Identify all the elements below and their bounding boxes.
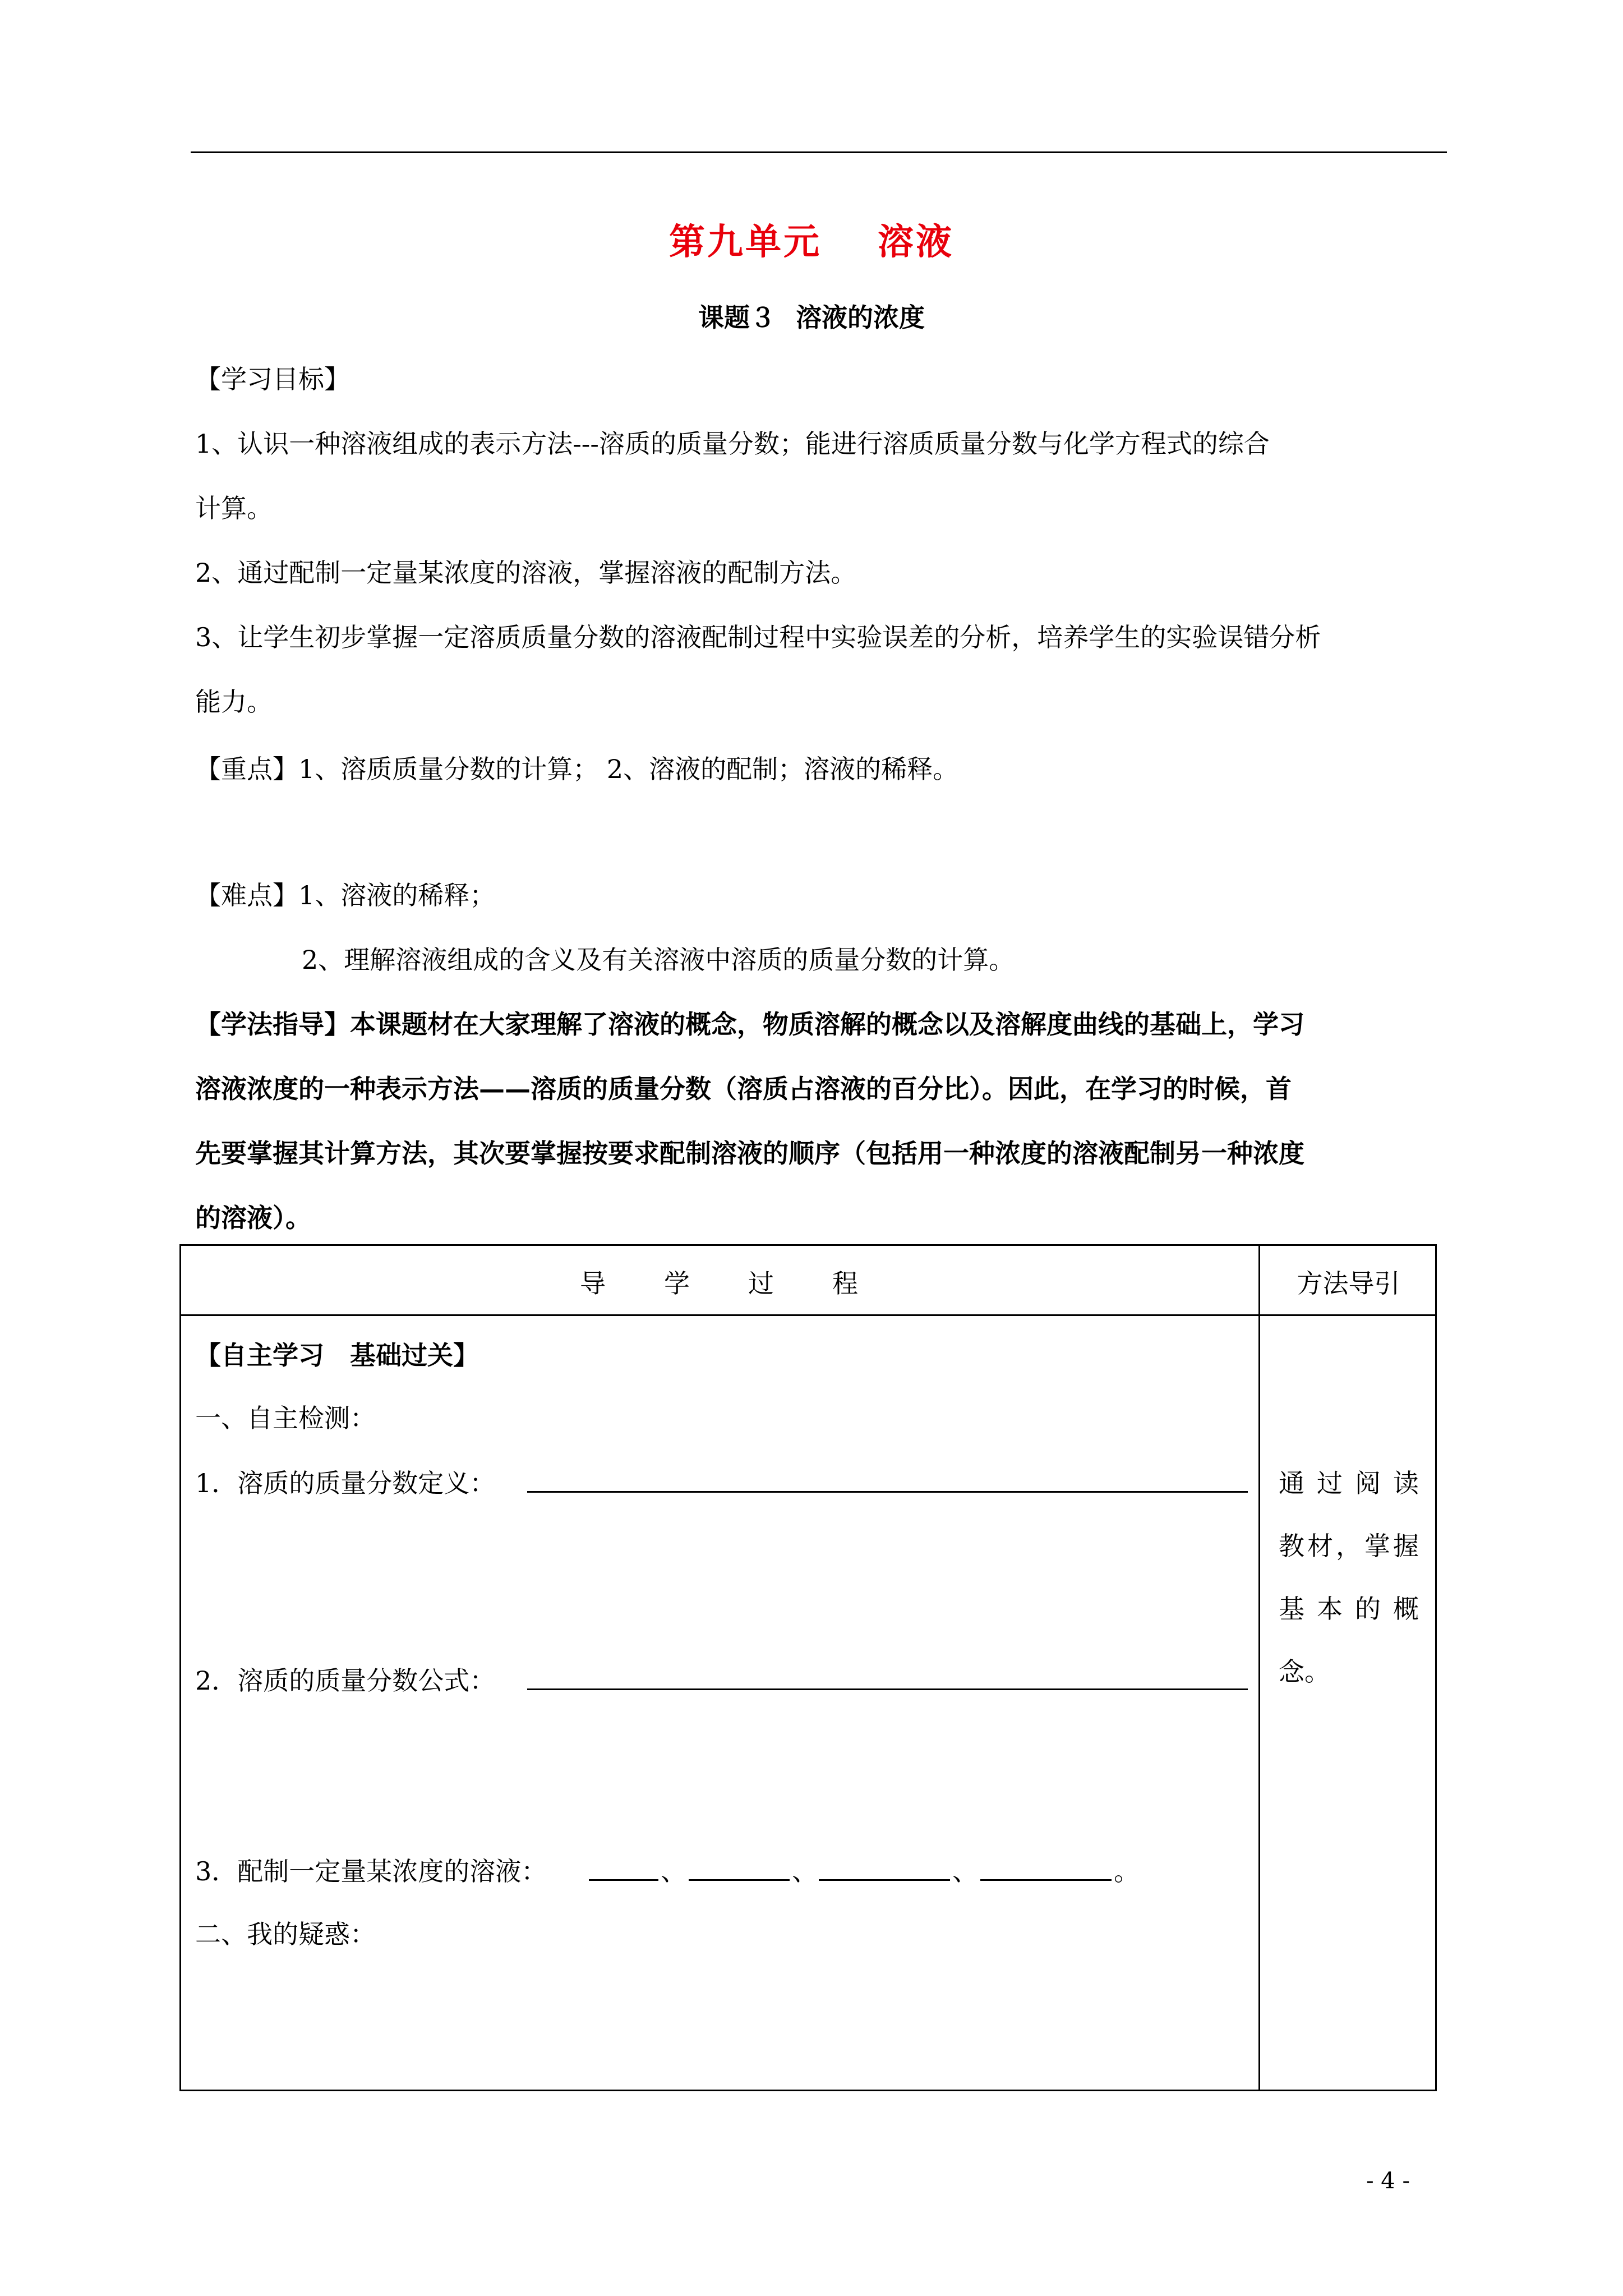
- side-note-line-1: 通 过 阅 读: [1279, 1468, 1419, 1498]
- table-column-divider: [1258, 1244, 1260, 2091]
- side-note-line-2: 教材，掌握: [1279, 1531, 1419, 1561]
- method-guide-line-4: 的溶液）。: [195, 1203, 311, 1233]
- question-3-blank-2[interactable]: [689, 1879, 790, 1881]
- question-3: 3．配制一定量某浓度的溶液：: [195, 1856, 547, 1887]
- key-points: 【重点】1、溶质质量分数的计算； 2、溶液的配制；溶液的稀释。: [195, 754, 959, 784]
- question-3-sep-3: 、: [952, 1856, 978, 1887]
- question-3-blank-1[interactable]: [589, 1879, 658, 1881]
- objective-3-line-1: 3、让学生初步掌握一定溶质质量分数的溶液配制过程中实验误差的分析，培养学生的实验误错分析: [195, 622, 1321, 652]
- question-3-blank-3[interactable]: [819, 1879, 950, 1881]
- difficulties-1: 【难点】1、溶液的稀释；: [195, 880, 496, 910]
- table-header-method: 方法导引: [1297, 1268, 1400, 1299]
- question-2: 2．溶质的质量分数公式：: [195, 1665, 496, 1696]
- page-number: - 4 -: [1366, 2168, 1410, 2194]
- objective-3-line-2: 能力。: [195, 687, 273, 717]
- question-3-sep-1: 、: [661, 1856, 686, 1887]
- method-guide-line-2: 溶液浓度的一种表示方法——溶质的质量分数（溶质占溶液的百分比）。因此，在学习的时候，首: [195, 1074, 1292, 1104]
- method-guide-line-1: 【学法指导】本课题材在大家理解了溶液的概念，物质溶解的概念以及溶解度曲线的基础上，学习: [195, 1009, 1304, 1039]
- side-note-line-4: 念。: [1279, 1657, 1330, 1687]
- header-rule: [191, 151, 1447, 153]
- question-1: 1．溶质的质量分数定义：: [195, 1468, 496, 1498]
- objective-1-line-2: 计算。: [195, 493, 273, 523]
- unit-title: 第九单元 溶液: [669, 221, 954, 263]
- side-note-line-3: 基 本 的 概: [1279, 1594, 1419, 1624]
- question-3-blank-4[interactable]: [980, 1879, 1112, 1881]
- difficulties-2: 2、理解溶液组成的含义及有关溶液中溶质的质量分数的计算。: [302, 945, 1015, 975]
- table-header-process: 导 学 过 程: [580, 1268, 858, 1299]
- lesson-title: 课题３ 溶液的浓度: [698, 302, 925, 333]
- question-1-answer-line[interactable]: [527, 1491, 1248, 1493]
- objective-1-line-1: 1、认识一种溶液组成的表示方法---溶质的质量分数；能进行溶质质量分数与化学方程式的综合: [195, 429, 1270, 459]
- section-title: 【自主学习 基础过关】: [195, 1340, 479, 1370]
- objectives-heading: 【学习目标】: [195, 364, 350, 394]
- question-2-answer-line[interactable]: [527, 1688, 1248, 1690]
- table-header-divider: [179, 1314, 1437, 1316]
- method-guide-line-3: 先要掌握其计算方法，其次要掌握按要求配制溶液的顺序（包括用一种浓度的溶液配制另一种浓度: [195, 1138, 1304, 1168]
- objective-2: 2、通过配制一定量某浓度的溶液，掌握溶液的配制方法。: [195, 558, 857, 588]
- part-2-heading: 二、我的疑惑：: [195, 1919, 376, 1949]
- question-3-end: 。: [1114, 1856, 1140, 1887]
- part-1-heading: 一、自主检测：: [195, 1403, 376, 1433]
- question-3-sep-2: 、: [792, 1856, 818, 1887]
